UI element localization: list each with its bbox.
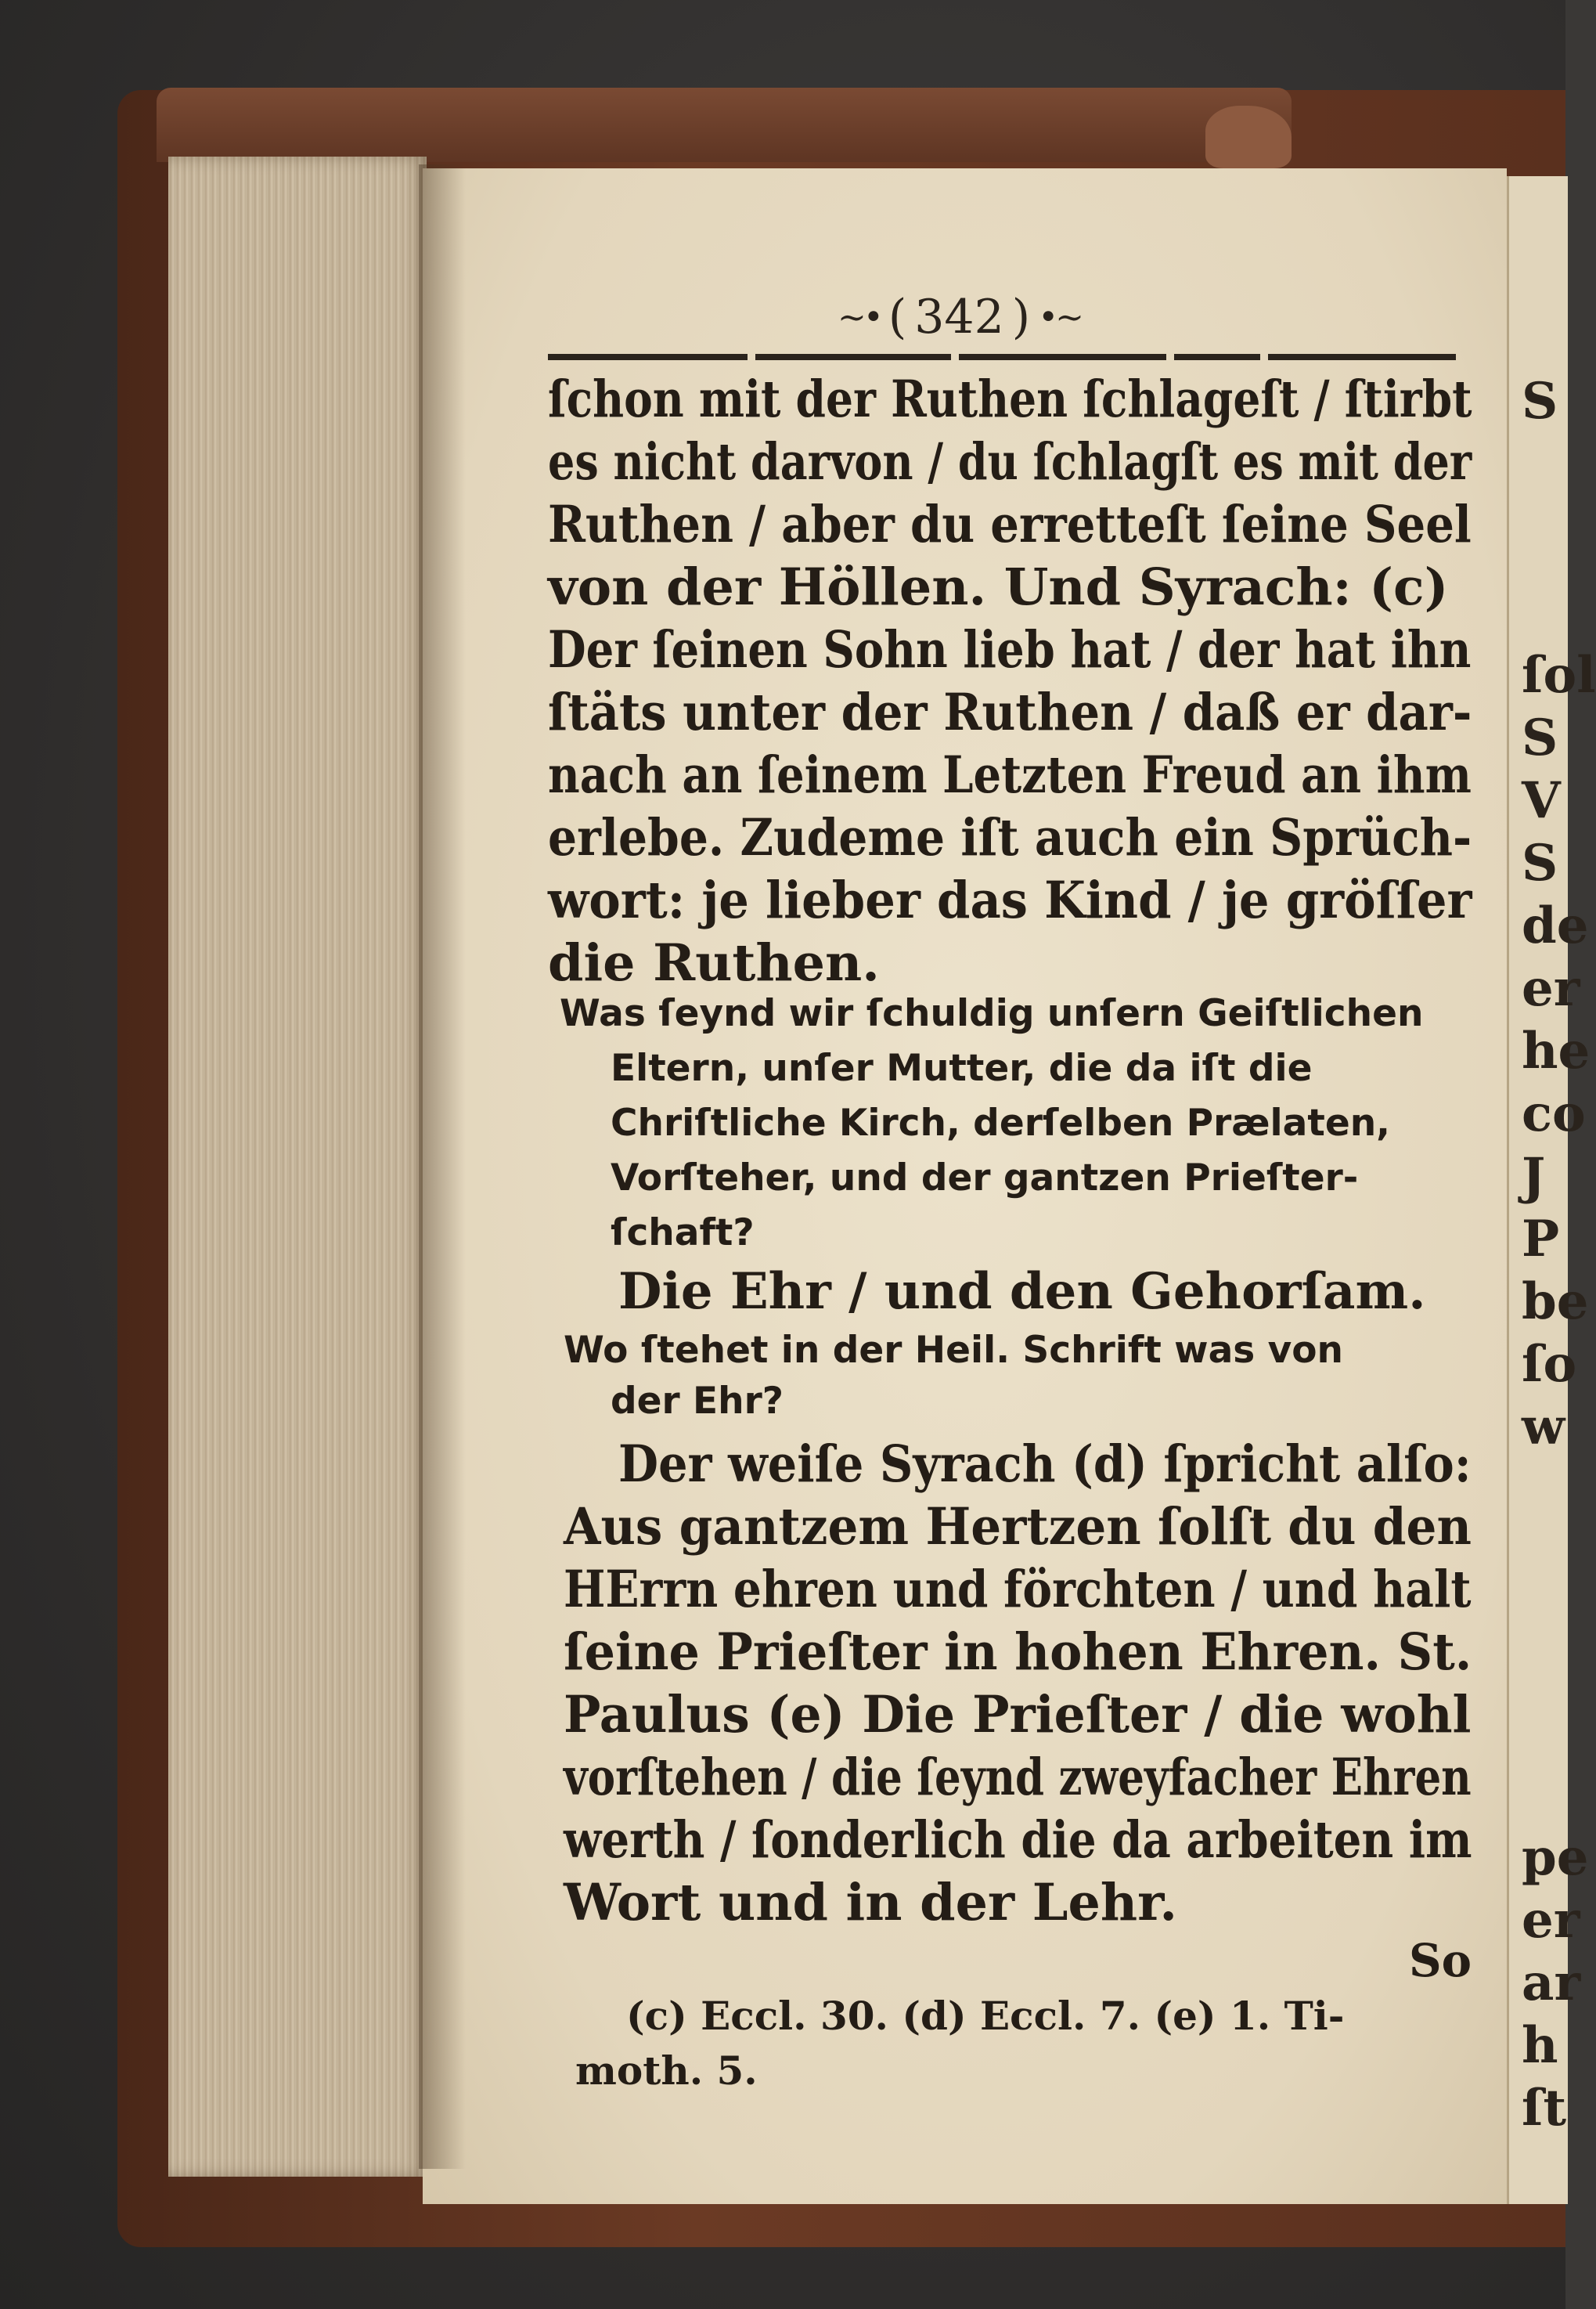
text-line: Paulus (e) Die Prieſter / die wohl [564,1685,1472,1744]
next-page-fragment: de [1522,897,1589,955]
question-line: Eltern, unſer Mutter, die da iſt die [611,1047,1313,1090]
head-rule-segment [1174,354,1260,360]
question-line: Vorſteher, und der gantzen Prieſter- [611,1156,1359,1200]
head-ornament-left: ~• [838,297,881,337]
next-page-fragment: ſt [1522,2079,1567,2138]
text-line: HErrn ehren und förchten / und halt [564,1560,1472,1619]
cover-corner [1205,106,1292,168]
question-line: ſchaft? [611,1211,755,1254]
next-page-fragment: pe [1522,1828,1589,1887]
question-line: Was ſeynd wir ſchuldig unſern Geiſtlichen [560,992,1424,1035]
page-block-edges [168,157,427,2177]
text-line: Der ſeinen Sohn lieb hat / der hat ihn [548,620,1472,680]
text-line: Aus gantzem Hertzen ſolſt du den [564,1497,1472,1557]
head-rule-segment [548,354,748,360]
next-page-fragment: ſol [1522,646,1596,705]
text-line: Ruthen / aber du erretteſt ſeine Seel [548,495,1472,554]
page-number: 342 [914,290,1004,345]
text-line: von der Höllen. Und Syrach: (c) [548,557,1449,617]
gutter-shadow [419,164,466,2169]
text-line: ſeine Prieſter in hohen Ehren. St. [564,1622,1472,1682]
head-ornament-right: •~ [1038,297,1082,337]
next-page-fragment: S [1522,709,1558,767]
right-page-edge [1507,176,1596,2204]
next-page-fragment: er [1522,959,1580,1018]
catchword: So [1409,1934,1472,1987]
question-line: der Ehr? [611,1380,784,1423]
text-line: es nicht darvon / du ſchlagſt es mit der [548,432,1472,492]
answer-line: Die Ehr / und den Gehorſam. [618,1262,1426,1321]
next-page-fragment: S [1522,372,1558,431]
next-page-fragment: S [1522,834,1558,893]
paren-open: ( [888,290,907,345]
head-rule-segment [1268,354,1456,360]
text-line: wort: je lieber das Kind / je gröſſer [548,871,1472,930]
paren-close: ) [1011,290,1031,345]
next-page-fragment: J [1522,1147,1546,1206]
head-rule-segment [755,354,951,360]
text-line: erlebe. Zudeme iſt auch ein Sprüch- [548,808,1472,868]
text-line: nach an ſeinem Letzten Freud an ihm [548,745,1472,805]
next-page-fragment: h [1522,2016,1558,2075]
footnote-line: (c) Eccl. 30. (d) Eccl. 7. (e) 1. Ti- [626,1993,1345,2039]
text-line: Der weiſe Syrach (d) ſpricht alſo: [618,1434,1472,1494]
next-page-fragment: ar [1522,1954,1581,2012]
next-page-fragment: co [1522,1084,1586,1143]
next-page-fragment: ſo [1522,1335,1577,1394]
next-page-fragment: P [1522,1210,1560,1268]
next-page-fragment: w [1522,1398,1565,1456]
question-line: Wo ſtehet in der Heil. Schrift was von [564,1329,1344,1372]
next-page-fragment: he [1522,1022,1591,1081]
text-line: werth / ſonderlich die da arbeiten im [564,1810,1472,1870]
footnote-line: moth. 5. [575,2047,758,2094]
next-page-fragment: er [1522,1891,1580,1950]
running-head [838,290,1081,345]
cover-top-edge [157,88,1292,162]
text-line: ſtäts unter der Ruthen / daß er dar- [548,683,1472,742]
text-line: vorſtehen / die ſeynd zweyfacher Ehren [564,1748,1472,1807]
text-line: die Ruthen. [548,933,880,993]
question-line: Chriſtliche Kirch, derſelben Prælaten, [611,1102,1391,1145]
next-page-fragment: be [1522,1272,1589,1331]
text-line: ſchon mit der Ruthen ſchlageſt / ſtirbt [548,370,1472,429]
text-line: Wort und in der Lehr. [564,1873,1178,1932]
head-rule-segment [959,354,1166,360]
next-page-fragment: V [1522,771,1561,830]
